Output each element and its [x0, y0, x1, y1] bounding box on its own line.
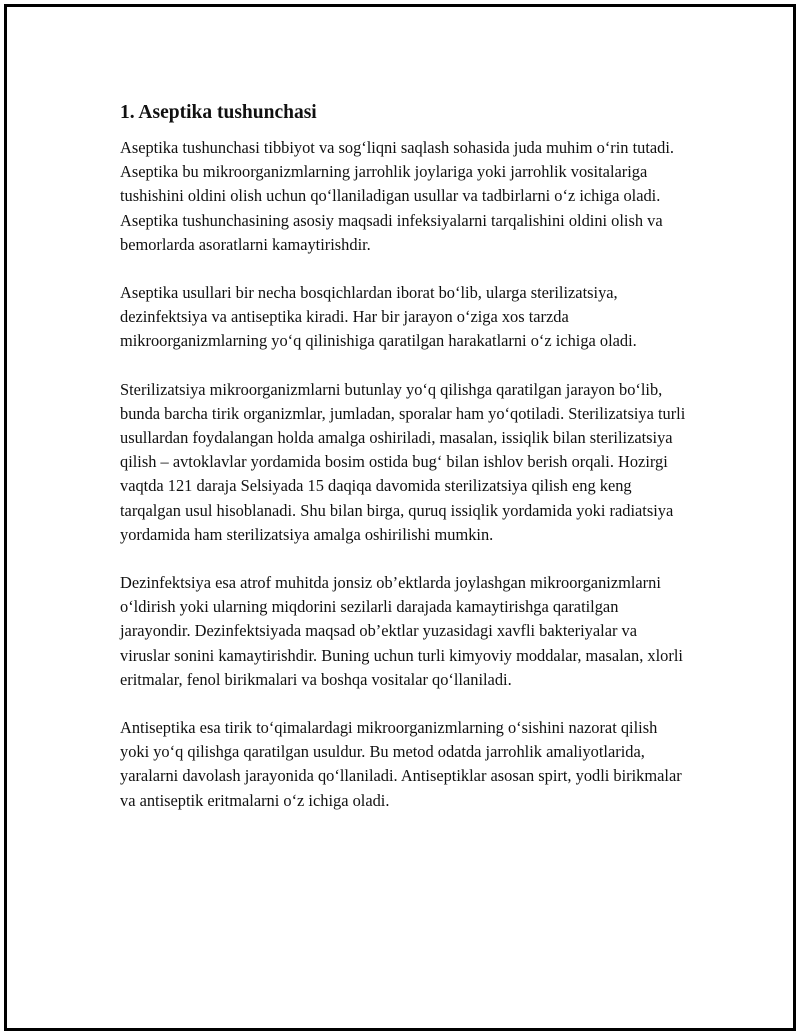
paragraph-disinfection: Dezinfektsiya esa atrof muhitda jonsiz ob’ektlarda joylashgan mikroorganizmlarni o‘ldirish yoki ularning miqdorini sezilarli darajada kamaytirishga qaratilgan jarayondir. Dezinfektsiyada maqsad ob’ektlar yuzasidagi xavfli bakteriyalar va viruslar sonini kamaytirishdir. Buning uchun turli kimyoviy moddalar, masalan, xlorli eritmalar, fenol birikmalari va boshqa vositalar qo‘llaniladi. — [120, 573, 683, 689]
paragraph-aseptika-definition: Aseptika tushunchasi tibbiyot va sog‘liqni saqlash sohasida juda muhim o‘rin tutadi. Aseptika bu mikroorganizmlarning jarrohlik joylariga yoki jarrohlik vositalariga tushishini oldini olish uchun qo‘llaniladigan usullar va tadbirlarni o‘z ichiga oladi. Aseptika tushunchasining asosiy maqsadi infeksiyalarni tarqalishini oldini olish va bemorlarda asoratlarni kamaytirishdir. — [120, 138, 675, 254]
paragraph-aseptika-stages: Aseptika usullari bir necha bosqichlardan iborat bo‘lib, ularga sterilizatsiya, dezinfektsiya va antiseptika kiradi. Har bir jarayon o‘ziga xos tarzda mikroorganizmlarning yo‘q qilinishiga qaratilgan harakatlarni o‘z ichiga oladi. — [120, 283, 637, 351]
paragraph-sterilization: Sterilizatsiya mikroorganizmlarni butunlay yo‘q qilishga qaratilgan jarayon bo‘lib, bunda barcha tirik organizmlar, jumladan, sporalar ham yo‘qotiladi. Sterilizatsiya turli usullardan foydalangan holda amalga oshiriladi, masalan, issiqlik bilan sterilizatsiya qilish – avtoklavlar yordamida bosim ostida bug‘ bilan ishlov berish orqali. Hozirgi vaqtda 121 daraja Selsiyada 15 daqiqa davomida sterilizatsiya qilish eng keng tarqalgan usul hisoblanadi. Shu bilan birga, quruq issiqlik yordamida yoki radiatsiya yordamida ham sterilizatsiya amalga oshirilishi mumkin. — [120, 379, 686, 544]
paragraph-antiseptics: Antiseptika esa tirik to‘qimalardagi mikroorganizmlarning o‘sishini nazorat qilish yoki yo‘q qilishga qaratilgan usuldur. Bu metod odatda jarrohlik amaliyotlarida, yaralarni davolash jarayonida qo‘llaniladi. Antiseptiklar asosan spirt, yodli birikmalar va antiseptik eritmalarni o‘z ichiga oladi. — [120, 718, 682, 810]
page-frame — [4, 4, 796, 1031]
section-heading: 1. Aseptika tushunchasi — [120, 102, 317, 123]
document-body — [120, 100, 690, 837]
